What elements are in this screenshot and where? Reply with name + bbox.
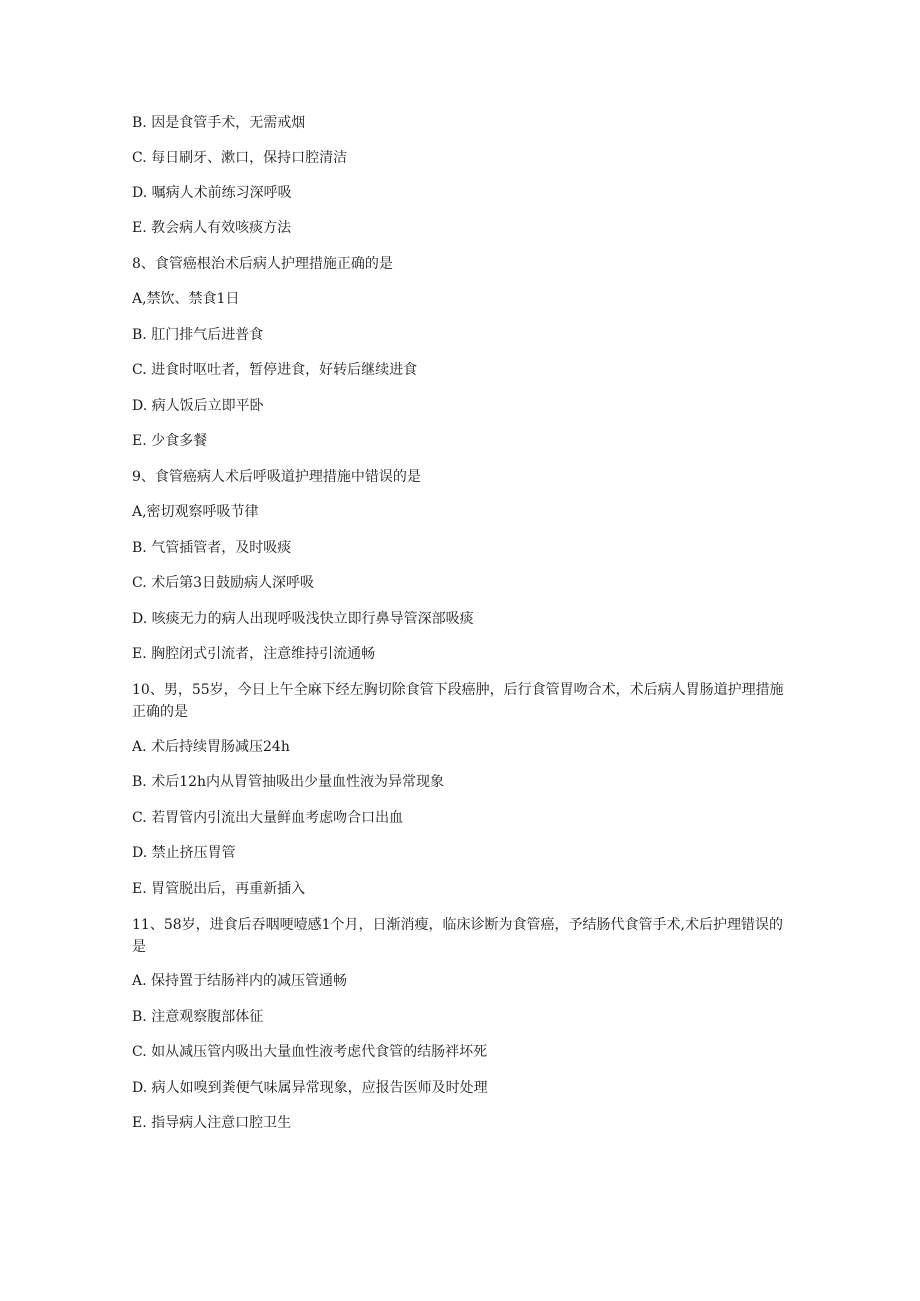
q7-option-d: D. 嘱病人术前练习深呼吸 [132, 185, 292, 201]
q8-option-d: D. 病人饭后立即平卧 [132, 398, 264, 414]
q7-option-c: C. 每日刷牙、漱口，保持口腔清洁 [132, 150, 348, 166]
q11-option-c: C. 如从减压管内吸出大量血性液考虑代食管的结肠袢坏死 [132, 1044, 488, 1060]
q10-question: 10、男，55岁，今日上午全麻下经左胸切除食管下段癌肿，后行食管胃吻合术，术后病人胃肠道护理措施正确的是 [132, 682, 784, 720]
q11-question: 11、58岁，进食后吞咽哽噎感1个月，日渐消瘦，临床诊断为食管癌，予结肠代食管手术,术后护理错误的是 [132, 917, 783, 955]
q11-option-a: A. 保持置于结肠袢内的减压管通畅 [132, 973, 348, 989]
q11-option-d: D. 病人如嗅到粪便气味属异常现象，应报告医师及时处理 [132, 1080, 488, 1096]
q9-option-c: C. 术后第3日鼓励病人深呼吸 [132, 575, 315, 591]
q8-option-b: B. 肛门排气后进普食 [132, 327, 264, 343]
q10-option-c: C. 若胃管内引流出大量鲜血考虑吻合口出血 [132, 810, 404, 826]
q9-question: 9、食管癌病人术后呼吸道护理措施中错误的是 [132, 469, 421, 485]
q8-option-c: C. 进食时呕吐者，暂停进食，好转后继续进食 [132, 362, 418, 378]
q11-option-b: B. 注意观察腹部体征 [132, 1009, 264, 1025]
q8-option-a: A,禁饮、禁食1日 [132, 291, 240, 307]
q10-option-a: A. 术后持续胃肠减压24h [132, 739, 290, 755]
q8-option-e: E. 少食多餐 [132, 433, 208, 449]
q9-option-b: B. 气管插管者，及时吸痰 [132, 540, 292, 556]
q9-option-d: D. 咳痰无力的病人出现呼吸浅快立即行鼻导管深部吸痰 [132, 611, 474, 627]
q7-option-b: B. 因是食管手术，无需戒烟 [132, 115, 306, 131]
q9-option-a: A,密切观察呼吸节律 [132, 504, 259, 520]
q10-option-d: D. 禁止挤压胃管 [132, 845, 236, 861]
q10-option-b: B. 术后12h内从胃管抽吸出少量血性液为异常现象 [132, 774, 445, 790]
q9-option-e: E. 胸腔闭式引流者，注意维持引流通畅 [132, 646, 376, 662]
q10-option-e: E. 胃管脱出后，再重新插入 [132, 881, 306, 897]
q8-question: 8、食管癌根治术后病人护理措施正确的是 [132, 256, 393, 272]
q11-option-e: E. 指导病人注意口腔卫生 [132, 1115, 292, 1131]
q7-option-e: E. 教会病人有效咳痰方法 [132, 220, 292, 236]
